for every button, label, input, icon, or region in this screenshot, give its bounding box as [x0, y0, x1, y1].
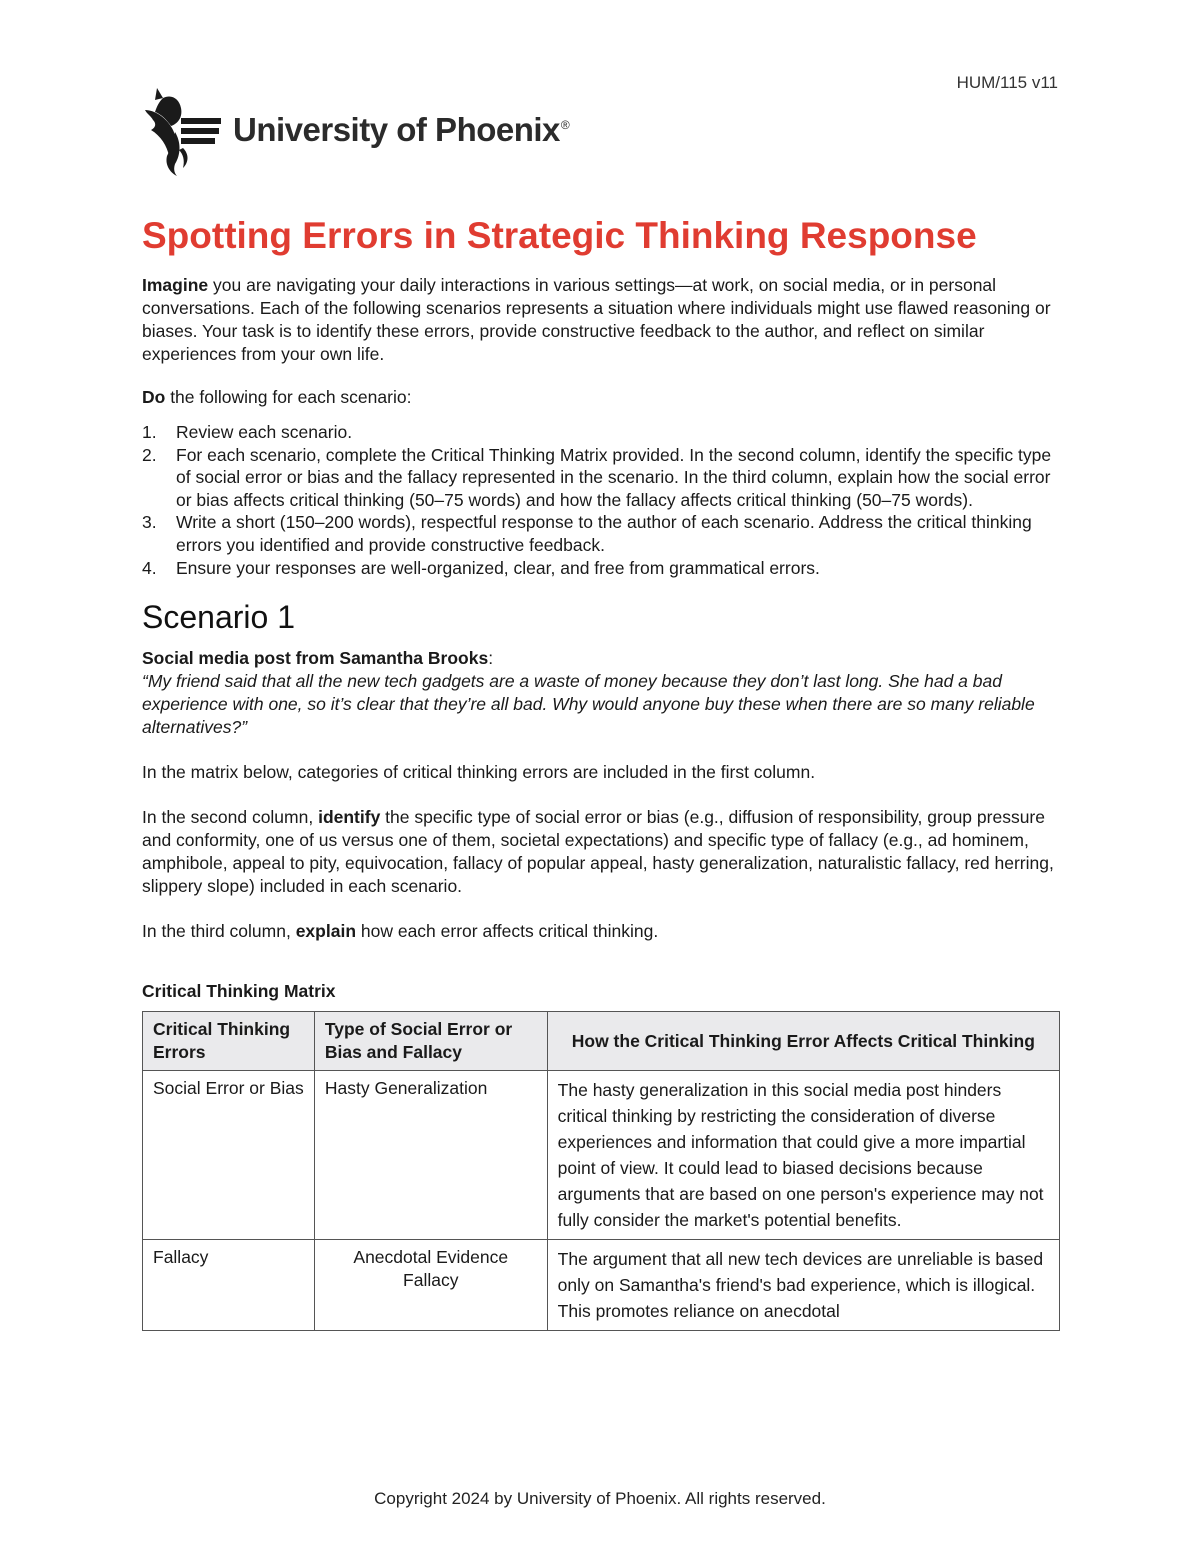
instructions-lead: [142, 386, 1060, 409]
scenario-quote: “My friend said that all the new tech gadgets are a waste of money because they don’t last long. She had a bad experience with one, so it’s clear that they’re all bad. Why would anyone buy these when there are so many reliable alternatives?”: [142, 671, 1035, 738]
scenario-heading: Scenario 1: [142, 599, 295, 636]
table-cell-type: Anecdotal Evidence Fallacy: [314, 1240, 547, 1331]
post-attribution: [142, 647, 1060, 670]
list-number: 1.: [142, 422, 157, 442]
matrix-instruction-2: [142, 806, 1060, 898]
list-number: 3.: [142, 512, 157, 533]
list-item: [142, 444, 1060, 512]
table-header-row: [143, 1012, 1060, 1071]
logo-wordmark: University of Phoenix®: [233, 111, 570, 148]
para2-pre: In the second column,: [142, 807, 319, 828]
university-logo: [141, 84, 569, 176]
critical-thinking-matrix: [142, 1011, 1060, 1331]
table-cell-category: Social Error or Bias: [143, 1071, 315, 1240]
matrix-instruction-3: [142, 920, 1060, 943]
list-text: Write a short (150–200 words), respectful response to the author of each scenario. Address the critical thinking errors you identified and provide constructive feedback.: [176, 512, 1032, 555]
table-cell-type: Hasty Generalization: [314, 1071, 547, 1240]
table-row: [143, 1071, 1060, 1240]
document-body: [142, 212, 1060, 1331]
registered-mark: ®: [560, 118, 570, 132]
intro-lead: Imagine: [142, 275, 209, 295]
para3-post: how each error affects critical thinking.: [356, 921, 659, 942]
list-text: Review each scenario.: [176, 422, 353, 442]
list-number: 2.: [142, 444, 157, 465]
post-label: Social media post from Samantha Brooks: [142, 648, 489, 669]
column-header: How the Critical Thinking Error Affects Critical Thinking: [547, 1012, 1059, 1071]
para3-pre: In the third column,: [142, 921, 296, 942]
list-item: [142, 511, 1060, 556]
list-number: 4.: [142, 557, 157, 578]
instructions-lead-text: the following for each scenario:: [165, 387, 412, 407]
table-cell-explanation: The hasty generalization in this social media post hinders critical thinking by restricting the consideration of diverse experiences and information that could give a more impartial point of view. It could lead to biased decisions because arguments that are based on one person's experience may not fully consider the market's potential benefits.: [547, 1071, 1059, 1240]
list-text: For each scenario, complete the Critical Thinking Matrix provided. In the second column, identify the specific type of social error or bias and the fallacy represented in the scenario. In the third column, explain how the social error or bias affects critical thinking (50–75 words) and how the fallacy affects critical thinking (50–75 words).: [176, 444, 1052, 510]
instructions-lead-bold: Do: [142, 387, 166, 407]
intro-paragraph: [142, 274, 1060, 366]
list-item: [142, 421, 1060, 444]
instructions-list: [142, 421, 1060, 579]
post-colon: :: [488, 648, 494, 669]
table-cell-explanation: The argument that all new tech devices are unreliable is based only on Samantha's friend's bad experience, which is illogical. This promotes reliance on anecdotal: [547, 1240, 1059, 1331]
course-code: HUM/115 v11: [956, 73, 1058, 92]
para2-bold: identify: [318, 807, 381, 828]
table-cell-category: Fallacy: [143, 1240, 315, 1331]
matrix-instruction-1: In the matrix below, categories of critical thinking errors are included in the first column.: [142, 762, 816, 783]
matrix-label: Critical Thinking Matrix: [142, 981, 336, 1002]
page-title: Spotting Errors in Strategic Thinking Response: [142, 215, 977, 256]
phoenix-logo-icon: [141, 84, 223, 176]
intro-text: you are navigating your daily interactions in various settings—at work, on social media, or in personal conversations. Each of the following scenarios represents a situation where individuals might use flawed reasoning or biases. Your task is to identify these errors, provide constructive feedback to the author, and reflect on similar experiences from your own life.: [142, 275, 1051, 364]
para2-post: the specific type of social error or bias (e.g., diffusion of responsibility, group pressure and conformity, one of us versus one of them, societal expectations) and specific type of fallacy (e.g., ad hominem, amphibole, appeal to pity, equivocation, fallacy of popular appeal, hasty generalization, naturalistic fallacy, red herring, slippery slope) included in each scenario.: [142, 807, 1054, 897]
copyright-footer: Copyright 2024 by University of Phoenix. All rights reserved.: [374, 1489, 826, 1508]
column-header: Critical Thinking Errors: [143, 1012, 315, 1071]
para3-bold: explain: [295, 921, 357, 942]
list-item: [142, 557, 1060, 580]
list-text: Ensure your responses are well-organized, clear, and free from grammatical errors.: [176, 557, 820, 578]
column-header: Type of Social Error or Bias and Fallacy: [314, 1012, 547, 1071]
table-row: [143, 1240, 1060, 1331]
